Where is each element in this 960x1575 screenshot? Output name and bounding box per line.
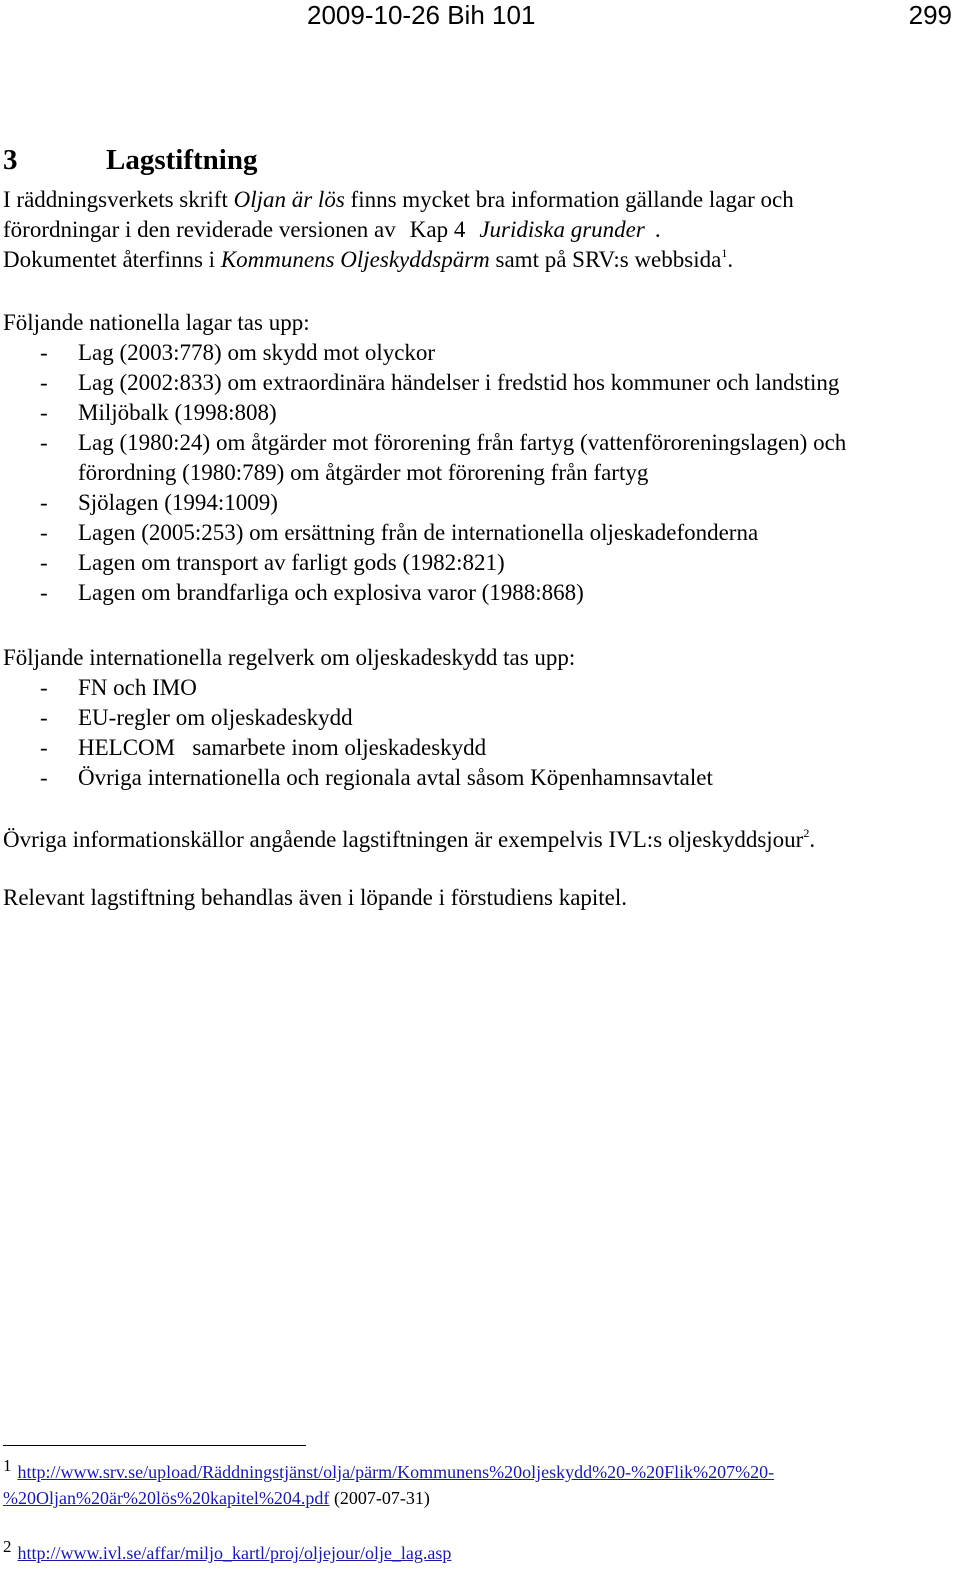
chapter-ref: Kap 4 xyxy=(409,217,466,242)
intro-line-3 xyxy=(3,245,953,275)
footnote-2-link[interactable]: http://www.ivl.se/affar/miljo_kartl/proj/oljejour/olje_lag.asp xyxy=(17,1543,452,1563)
section-heading xyxy=(3,143,257,177)
list-item: - EU-regler om oljeskadeskydd xyxy=(40,705,353,730)
list-item-text: Lagen (2005:253) om ersättning från de internationella oljeskadefonderna xyxy=(78,520,759,545)
list-item-text: Lag (1980:24) om åtgärder mot förorening från fartyg (vattenföroreningslagen) och förordning (1980:789) om åtgärder mot förorening från fartyg xyxy=(78,430,847,485)
intro-text: samt på SRV:s webbsida xyxy=(489,247,722,272)
list-item: - Miljöbalk (1998:808) xyxy=(40,400,277,425)
chapter-title: Juridiska grunder xyxy=(479,217,645,242)
other-sources-end: . xyxy=(809,827,816,852)
list-item-text: Övriga internationella och regionala avtal såsom Köpenhamnsavtalet xyxy=(78,765,713,790)
list-item-text: Lagen om brandfarliga och explosiva varor (1988:868) xyxy=(78,580,584,605)
intro-text: förordningar i den reviderade versionen av xyxy=(3,217,396,242)
list-item: - Lagen om brandfarliga och explosiva varor (1988:868) xyxy=(40,580,584,605)
footnote-1-link-continued[interactable]: %20Oljan%20är%20lös%20kapitel%204.pdf xyxy=(3,1488,330,1508)
list-item-text: FN och IMO xyxy=(78,675,197,700)
intro-text: I räddningsverkets skrift xyxy=(3,187,234,212)
list-item: - Lagen om transport av farligt gods (1982:821) xyxy=(40,550,505,575)
intro-text: . xyxy=(727,247,734,272)
list-item-text: EU-regler om oljeskadeskydd xyxy=(78,705,353,730)
other-sources-text: Övriga informationskällor angående lagstiftningen är exempelvis IVL:s oljeskyddsjour xyxy=(3,827,804,852)
publication-title: Oljan är lös xyxy=(233,187,345,212)
national-laws-section xyxy=(3,308,953,608)
intro-line-2 xyxy=(3,215,953,245)
list-item-text: Lag (2003:778) om skydd mot olyckor xyxy=(78,340,436,365)
list-item-text: HELCOM samarbete inom oljeskadeskydd xyxy=(78,735,487,760)
intro-text: . xyxy=(654,217,661,242)
footnote-ref-2[interactable]: 2 xyxy=(803,826,810,840)
list-item: - Lag (2002:833) om extraordinära händelser i fredstid hos kommuner och landsting xyxy=(40,370,840,395)
footnote-divider xyxy=(3,1445,306,1446)
list-item: - Lag (1980:24) om åtgärder mot förorening från fartyg (vattenföroreningslagen) och förordning (1980:789) om åtgärder mot förorening från fartyg xyxy=(40,430,847,485)
footnote-1 xyxy=(3,1456,953,1511)
international-list xyxy=(3,673,953,793)
intro-line-1 xyxy=(3,185,953,215)
list-item: - Övriga internationella och regionala avtal såsom Köpenhamnsavtalet xyxy=(40,765,713,790)
intro-paragraph xyxy=(3,185,953,275)
intro-text: Dokumentet återfinns i xyxy=(3,247,221,272)
binder-title: Kommunens Oljeskyddspärm xyxy=(220,247,490,272)
list-item-text: Miljöbalk (1998:808) xyxy=(78,400,277,425)
international-heading: Följande internationella regelverk om oljeskadeskydd tas upp: xyxy=(3,645,576,670)
list-item-text: Lagen om transport av farligt gods (1982:821) xyxy=(78,550,505,575)
intro-text: finns mycket bra information gällande lagar och xyxy=(344,187,794,212)
list-item: - Lag (2003:778) om skydd mot olyckor xyxy=(40,340,436,365)
footnote-1-link[interactable]: http://www.srv.se/upload/Räddningstjänst/olja/pärm/Kommunens%20oljeskydd%20-%20Flik%207%20- xyxy=(17,1462,775,1482)
footnote-ref-1[interactable]: 1 xyxy=(721,246,728,260)
footnote-2 xyxy=(3,1537,953,1566)
list-item: - Sjölagen (1994:1009) xyxy=(40,490,278,515)
national-laws-heading: Följande nationella lagar tas upp: xyxy=(3,310,310,335)
international-regulations-section xyxy=(3,643,953,793)
list-item: - FN och IMO xyxy=(40,675,197,700)
section-title: Lagstiftning xyxy=(106,144,258,176)
relevant-legislation-paragraph: Relevant lagstiftning behandlas även i löpande i förstudiens kapitel. xyxy=(3,885,628,910)
section-number: 3 xyxy=(3,144,18,176)
list-item-text: Sjölagen (1994:1009) xyxy=(78,490,278,515)
list-item-text: Lag (2002:833) om extraordinära händelser i fredstid hos kommuner och landsting xyxy=(78,370,840,395)
national-laws-list xyxy=(3,338,953,608)
list-item: - HELCOM samarbete inom oljeskadeskydd xyxy=(40,735,487,760)
footnote-number: 1 xyxy=(3,1456,12,1475)
running-header: 2009-10-26 Bih 101 xyxy=(307,0,536,30)
footnote-number: 2 xyxy=(3,1537,12,1556)
footnote-1-date: (2007-07-31) xyxy=(329,1488,430,1508)
page-number: 299 xyxy=(908,0,952,30)
other-sources-paragraph xyxy=(3,825,953,855)
list-item: - Lagen (2005:253) om ersättning från de internationella oljeskadefonderna xyxy=(40,520,759,545)
